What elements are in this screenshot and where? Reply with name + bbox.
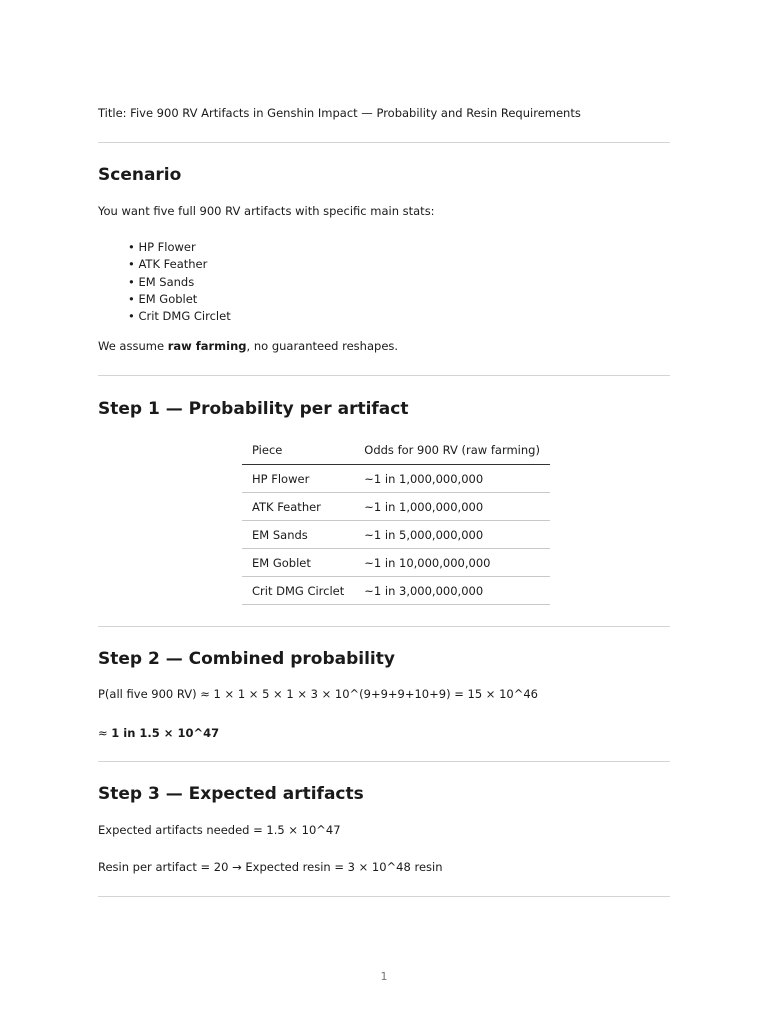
assumption-line bbox=[98, 339, 398, 353]
list-item: • ATK Feather bbox=[128, 257, 208, 272]
table-header-row bbox=[242, 436, 550, 465]
odds-cell: ~1 in 1,000,000,000 bbox=[354, 465, 550, 493]
piece-cell: EM Sands bbox=[242, 521, 354, 549]
step2-heading: Step 2 — Combined probability bbox=[98, 649, 395, 669]
table-row bbox=[242, 521, 550, 549]
list-item: • HP Flower bbox=[128, 240, 196, 254]
table-row bbox=[242, 577, 550, 605]
main-stat-list bbox=[128, 239, 231, 325]
divider bbox=[98, 896, 670, 897]
scenario-intro: You want five full 900 RV artifacts with specific main stats: bbox=[98, 204, 435, 218]
odds-cell: ~1 in 5,000,000,000 bbox=[354, 521, 550, 549]
list-item: • Crit DMG Circlet bbox=[128, 309, 231, 324]
piece-cell: HP Flower bbox=[242, 465, 354, 493]
document-title: Title: Five 900 RV Artifacts in Genshin Impact — Probability and Resin Requirements bbox=[98, 106, 581, 120]
table-row bbox=[242, 493, 550, 521]
page-number: 1 bbox=[380, 970, 388, 983]
odds-cell: ~1 in 3,000,000,000 bbox=[354, 577, 550, 605]
expected-resin-line: Resin per artifact = 20 → Expected resin = 3 × 10^48 resin bbox=[98, 860, 443, 874]
odds-table bbox=[242, 436, 550, 605]
piece-cell: ATK Feather bbox=[242, 493, 354, 521]
list-item: • EM Goblet bbox=[128, 291, 198, 306]
approx-value: 1 in 1.5 × 10^47 bbox=[111, 726, 220, 740]
table-row bbox=[242, 549, 550, 577]
divider bbox=[98, 142, 670, 143]
divider bbox=[98, 761, 670, 762]
assumption-bold: raw farming bbox=[167, 339, 247, 353]
scenario-heading: Scenario bbox=[98, 165, 182, 185]
odds-cell: ~1 in 10,000,000,000 bbox=[354, 549, 550, 577]
divider bbox=[98, 375, 670, 376]
odds-cell: ~1 in 1,000,000,000 bbox=[354, 493, 550, 521]
combined-formula: P(all five 900 RV) ≈ 1 × 1 × 5 × 1 × 3 × 10^(9+9+9+10+9) = 15 × 10^46 bbox=[98, 687, 538, 701]
assumption-suffix: , no guaranteed reshapes. bbox=[246, 339, 399, 353]
column-header-odds: Odds for 900 RV (raw farming) bbox=[354, 436, 550, 465]
divider bbox=[98, 626, 670, 627]
table-row bbox=[242, 465, 550, 493]
list-item: • EM Sands bbox=[128, 274, 195, 289]
combined-result bbox=[98, 726, 219, 740]
approx-prefix: ≈ bbox=[98, 726, 112, 740]
piece-cell: Crit DMG Circlet bbox=[242, 577, 354, 605]
expected-artifacts-line: Expected artifacts needed = 1.5 × 10^47 bbox=[98, 823, 341, 837]
step3-heading: Step 3 — Expected artifacts bbox=[98, 784, 364, 804]
assumption-prefix: We assume bbox=[98, 339, 168, 353]
step1-heading: Step 1 — Probability per artifact bbox=[98, 399, 409, 419]
piece-cell: EM Goblet bbox=[242, 549, 354, 577]
column-header-piece: Piece bbox=[242, 436, 354, 465]
